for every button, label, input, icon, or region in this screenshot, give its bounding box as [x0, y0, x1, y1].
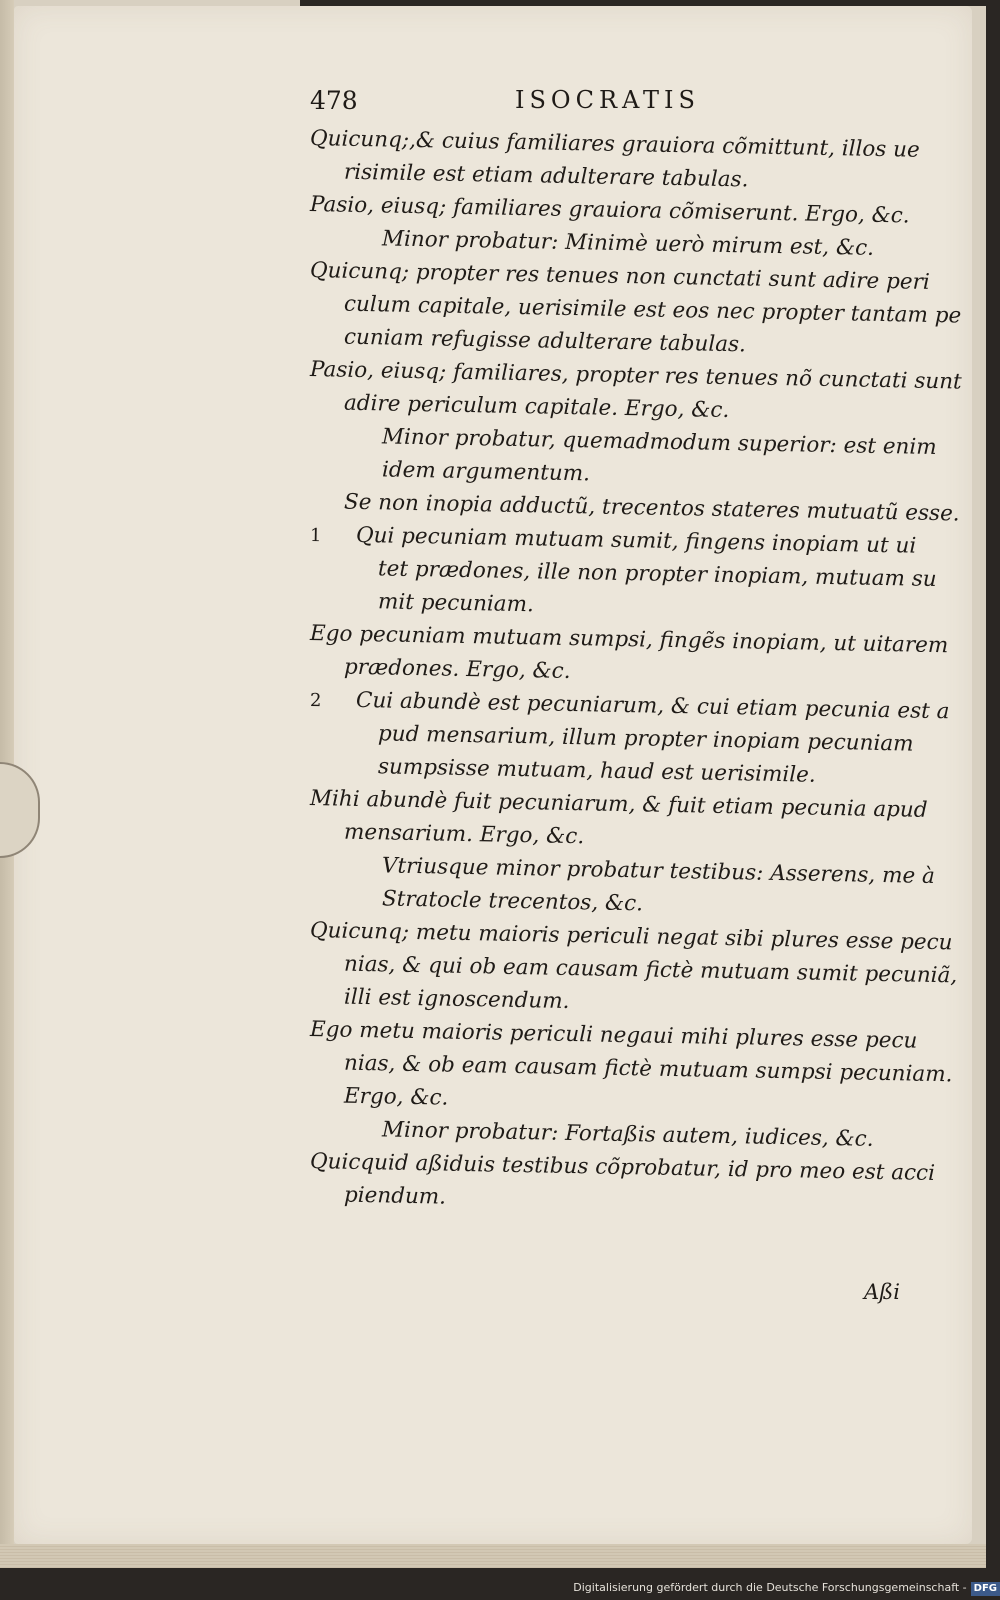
catchword: Aßi — [864, 1280, 900, 1304]
page-text — [309, 122, 962, 1211]
text-line: Pasio, eiusq; familiares grauiora cõmiserunt. Ergo, &c. — [309, 192, 910, 229]
text-line: risimile est etiam adulterare tabulas. — [343, 159, 749, 193]
text-line: Cui abundè est pecuniarum, & cui etiam pecunia est a — [355, 687, 950, 725]
text-line: Pasio, eiusq; familiares, propter res tenues nõ cunctati sunt — [309, 357, 962, 395]
text-line: Minor probatur: Fortaßis autem, iudices, &c. — [381, 1117, 874, 1152]
text-line: Ego pecuniam mutuam sumpsi, fingẽs inopiam, ut uitarem — [309, 621, 949, 659]
footer-text: Digitalisierung gefördert durch die Deutsche Forschungsgemeinschaft - — [573, 1581, 967, 1594]
text-line: Minor probatur, quemadmodum superior: est enim — [381, 424, 937, 461]
text-line: Quicunq; propter res tenues non cunctati sunt adire peri — [309, 258, 930, 295]
digitization-footer — [560, 1578, 1000, 1598]
text-line: pud mensarium, illum propter inopiam pecuniam — [377, 721, 914, 757]
text-line: Quicunq; metu maioris periculi negat sibi plures esse pecu — [309, 918, 953, 956]
text-line: cuniam refugisse adulterare tabulas. — [343, 324, 747, 358]
text-line: nias, & qui ob eam causam fictè mutuam sumit pecuniã, — [343, 951, 958, 989]
text-line: mensarium. Ergo, &c. — [343, 819, 585, 850]
page-number: 478 — [310, 86, 358, 115]
text-line: Stratocle trecentos, &c. — [381, 886, 644, 917]
text-line: sumpsisse mutuam, haud est uerisimile. — [377, 754, 816, 788]
text-line: culum capitale, uerisimile est eos nec propter tantam pe — [343, 291, 962, 329]
running-title: ISOCRATIS — [515, 86, 700, 114]
text-line: Ego metu maioris periculi negaui mihi plures esse pecu — [309, 1017, 918, 1054]
book-bottom-edge — [0, 1544, 986, 1568]
text-line: piendum. — [343, 1182, 447, 1210]
text-line: Qui pecuniam mutuam sumit, fingens inopiam ut ui — [355, 522, 917, 559]
item-number: 1 — [309, 525, 322, 547]
text-line: Vtriusque minor probatur testibus: Asserens, me à — [381, 853, 936, 889]
text-line: mit pecuniam. — [377, 589, 535, 618]
page-header — [310, 86, 910, 120]
text-line: Ergo, &c. — [343, 1083, 449, 1111]
scan-top-border — [300, 0, 1000, 6]
text-line: tet prædones, ille non propter inopiam, mutuam su — [377, 556, 937, 593]
text-line: idem argumentum. — [381, 457, 591, 487]
text-line: Se non inopia adductũ, trecentos stateres mutuatũ esse. — [343, 489, 960, 527]
text-line: Quicquid aßiduis testibus cõprobatur, id pro meo est acci — [309, 1149, 936, 1186]
text-line: Quicunq;,& cuius familiares grauiora cõmittunt, illos ue — [309, 126, 920, 163]
text-line: Mihi abundè fuit pecuniarum, & fuit etiam pecunia apud — [309, 786, 928, 823]
text-line: Minor probatur: Minimè uerò mirum est, &c. — [381, 226, 875, 261]
dfg-logo: DFG — [971, 1582, 1000, 1596]
text-line: illi est ignoscendum. — [343, 984, 570, 1014]
text-line: nias, & ob eam causam fictè mutuam sumpsi pecuniam. — [343, 1050, 953, 1088]
text-line: adire periculum capitale. Ergo, &c. — [343, 390, 730, 424]
item-number: 2 — [309, 690, 322, 712]
text-line: prædones. Ergo, &c. — [343, 654, 571, 685]
